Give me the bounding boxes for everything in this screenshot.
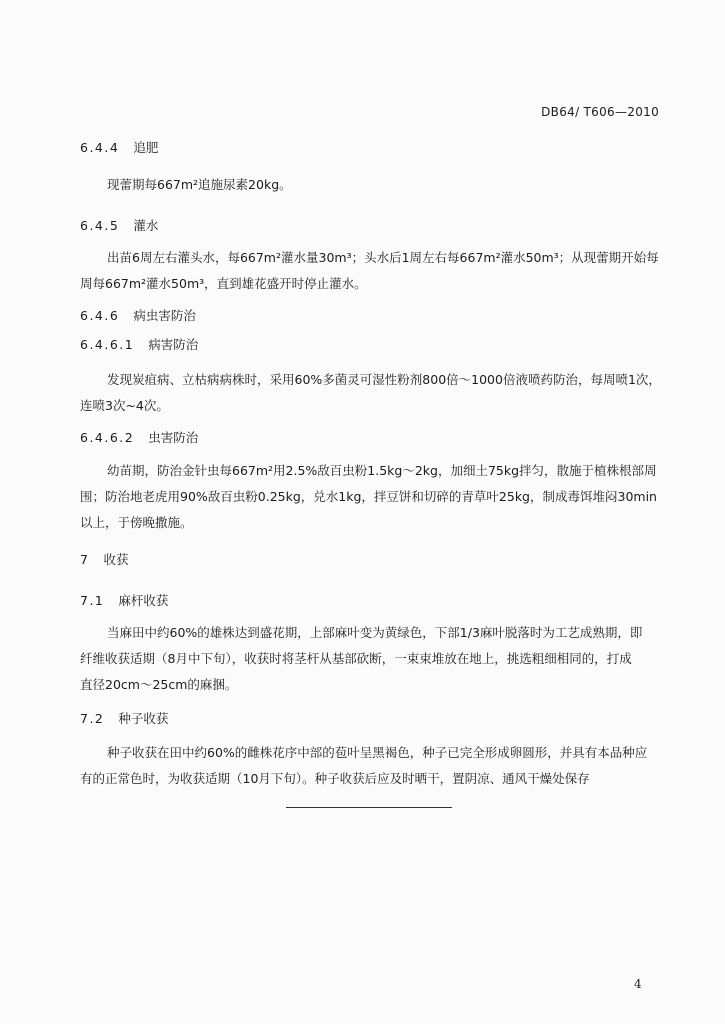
- section-title: 灌水: [133, 218, 159, 233]
- section-heading-7-2: [80, 709, 168, 727]
- section-heading-6-4-6-2: [80, 428, 198, 446]
- section-title: 种子收获: [118, 711, 169, 726]
- section-number: 6.4.6.1: [80, 337, 135, 352]
- paragraph-line: 发现炭疽病、立枯病病株时，采用60%多菌灵可湿性粉剂800倍～1000倍液喷药防治，每周喷1次，: [107, 372, 661, 387]
- document-code: DB64/ T606—2010: [541, 105, 659, 119]
- section-number: 7.1: [80, 593, 105, 608]
- section-heading-7-1: [80, 591, 168, 609]
- paragraph-6-4-6-2: [80, 458, 657, 536]
- paragraph-6-4-6-1: [80, 367, 661, 419]
- section-heading-6-4-6-1: [80, 335, 198, 353]
- paragraph-6-4-5: [80, 245, 659, 297]
- page-number: 4: [634, 977, 642, 991]
- section-heading-7: [80, 550, 128, 568]
- paragraph-line: 以上，于傍晚撒施。: [80, 515, 193, 530]
- section-title: 病虫害防治: [133, 308, 196, 323]
- paragraph-7-1: [80, 620, 642, 698]
- paragraph-line: 直径20cm～25cm的麻捆。: [80, 677, 238, 692]
- paragraph-line: 出苗6周左右灌头水，每667m²灌水量30m³；头水后1周左右每667m²灌水50m³；从现蕾期开始每: [107, 250, 659, 265]
- section-number: 6.4.4: [80, 140, 120, 155]
- section-heading-6-4-4: [80, 138, 158, 156]
- paragraph-7-2: [80, 740, 647, 792]
- paragraph-line: 幼苗期，防治金针虫每667m²用2.5%敌百虫粉1.5kg～2kg，加细土75kg拌匀，散施于植株根部周: [107, 463, 657, 478]
- section-number: 6.4.6.2: [80, 430, 135, 445]
- section-title: 麻杆收获: [118, 593, 169, 608]
- section-heading-6-4-5: [80, 216, 158, 234]
- paragraph-line: 周每667m²灌水50m³，直到雄花盛开时停止灌水。: [80, 276, 367, 291]
- paragraph-line: 种子收获在田中约60%的雌株花序中部的苞叶呈黑褐色，种子已完全形成卵圆形，并具有本品种应: [107, 745, 648, 760]
- paragraph-line: 纤维收获适期（8月中下旬），收获时将茎杆从基部砍断，一束束堆放在地上，挑选粗细相同的，打成: [80, 651, 632, 666]
- paragraph-line: 当麻田中约60%的雄株达到盛花期，上部麻叶变为黄绿色，下部1/3麻叶脱落时为工艺成熟期，即: [107, 625, 643, 640]
- paragraph-6-4-4: [80, 172, 292, 198]
- section-number: 6.4.6: [80, 308, 120, 323]
- section-title: 虫害防治: [148, 430, 199, 445]
- paragraph-line: 连喷3次~4次。: [80, 398, 169, 413]
- section-title: 追肥: [133, 140, 159, 155]
- end-rule: [286, 807, 452, 808]
- section-title: 收获: [103, 552, 129, 567]
- section-number: 7: [80, 552, 90, 567]
- paragraph-line: 围；防治地老虎用90%敌百虫粉0.25kg，兑水1kg，拌豆饼和切碎的青草叶25kg，制成毒饵堆闷30min: [80, 489, 657, 504]
- paragraph-line: 现蕾期每667m²追施尿素20kg。: [107, 177, 292, 192]
- section-heading-6-4-6: [80, 306, 196, 324]
- section-title: 病害防治: [148, 337, 199, 352]
- section-number: 7.2: [80, 711, 105, 726]
- section-number: 6.4.5: [80, 218, 120, 233]
- paragraph-line: 有的正常色时，为收获适期（10月下旬）。种子收获后应及时晒干，置阴凉、通风干燥处保存: [80, 771, 590, 786]
